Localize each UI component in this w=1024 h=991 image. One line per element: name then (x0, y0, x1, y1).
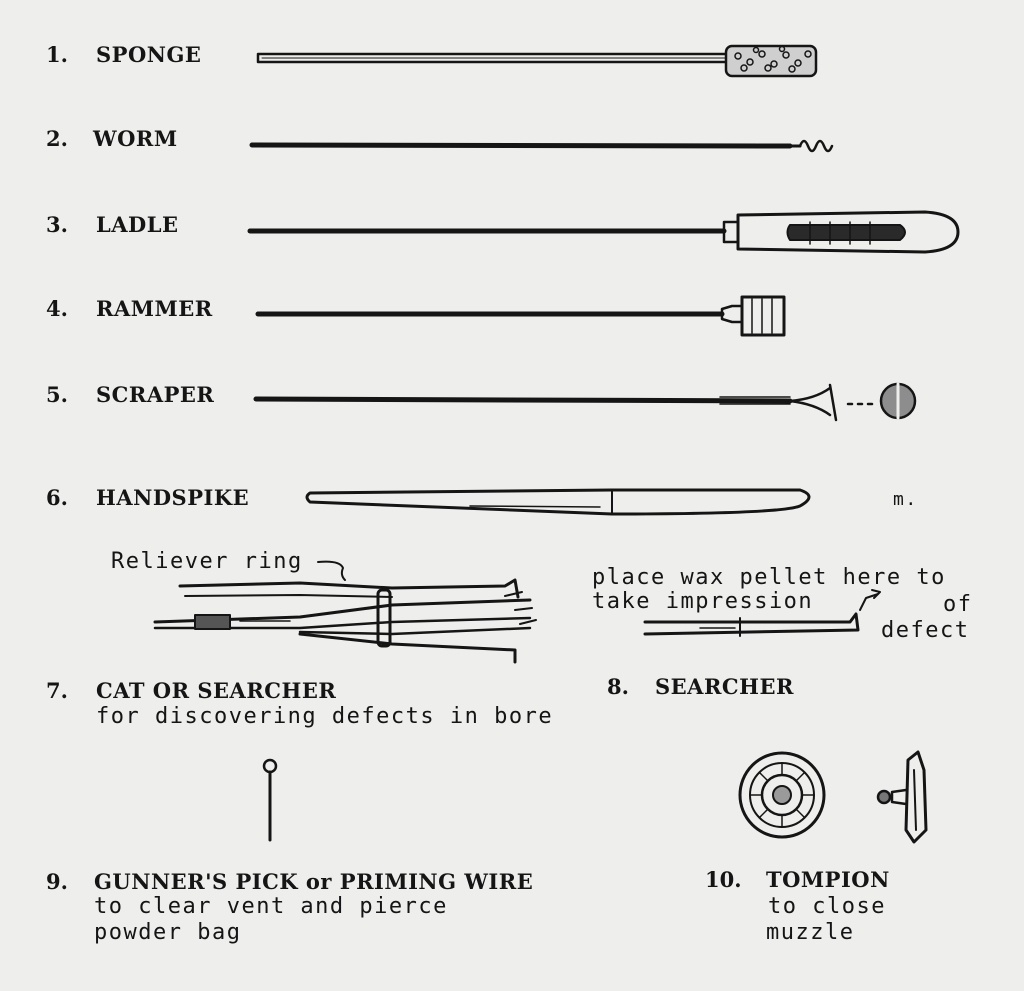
tool-label-scraper: SCRAPER (96, 382, 215, 407)
cat-description: for discovering defects in bore (96, 704, 554, 729)
tool-number-tompion: 10. (705, 867, 742, 892)
tool-number-ladle: 3. (46, 212, 68, 237)
tool-label-searcher: SEARCHER (655, 674, 794, 699)
tool-label-ladle: LADLE (96, 212, 179, 237)
tool-number-pick: 9. (46, 869, 68, 894)
tompion-icon (740, 752, 926, 842)
reliever-ring-annotation: Reliever ring (111, 549, 303, 574)
tool-number-rammer: 4. (46, 296, 68, 321)
tool-number-worm: 2. (46, 126, 68, 151)
priming-wire-icon (264, 760, 276, 840)
tool-number-scraper: 5. (46, 382, 68, 407)
tool-label-cat: CAT OR SEARCHER (96, 678, 337, 703)
rammer-icon (258, 297, 784, 335)
tool-label-pick: GUNNER'S PICK or PRIMING WIRE (94, 869, 534, 894)
handspike-icon (307, 490, 809, 514)
tool-label-worm: WORM (93, 126, 178, 151)
tompion-description-line2: muzzle (766, 920, 855, 945)
tool-label-handspike: HANDSPIKE (96, 485, 250, 510)
ladle-icon (250, 212, 958, 252)
tool-number-sponge: 1. (46, 42, 68, 67)
searcher-annotation-of: of (943, 592, 973, 617)
cat-searcher-icon (155, 562, 536, 662)
tompion-description-line1: to close (768, 894, 886, 919)
tool-label-rammer: RAMMER (96, 296, 213, 321)
scraper-icon (256, 384, 915, 420)
worm-icon (252, 141, 832, 151)
searcher-annotation-line3: defect (881, 618, 970, 643)
tool-number-searcher: 8. (607, 674, 629, 699)
searcher-annotation-line2: take impression (592, 589, 814, 614)
pick-description-line2: powder bag (94, 920, 242, 945)
pick-description-line1: to clear vent and pierce (94, 894, 448, 919)
tool-label-tompion: TOMPION (766, 867, 890, 892)
tool-label-sponge: SPONGE (96, 42, 202, 67)
tool-number-cat: 7. (46, 678, 68, 703)
tool-number-handspike: 6. (46, 485, 68, 510)
handspike-mark: m. (893, 489, 918, 510)
searcher-annotation-line1: place wax pellet here to (592, 565, 946, 590)
sponge-icon (258, 46, 816, 76)
